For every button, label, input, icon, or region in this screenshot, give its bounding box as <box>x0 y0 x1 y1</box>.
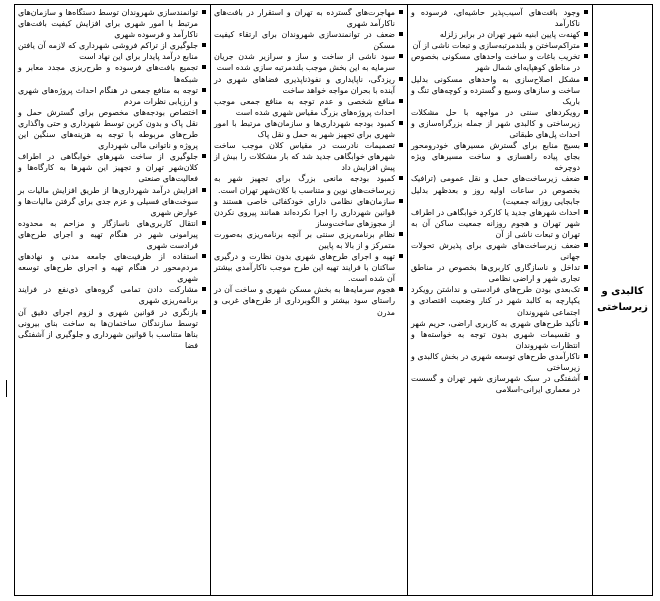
list-item: افزایش درآمد شهرداری‌ها از طریق افزایش مالیات بر سوخت‌های فسیلی و عزم جدی برای گرفتن مالیات‌ها و عوارض شهری <box>18 185 207 218</box>
list-item: مهاجرت‌های گسترده به تهران و استقرار در بافت‌های ناکارآمد شهری <box>214 7 404 29</box>
row-label: کالبدی و زیرساختی <box>597 286 648 313</box>
list-item: سود ناشی از ساخت و ساز و سرازیر شدن جریان سرمایه به این بخش موجب بلندمرتبه سازی شده است <box>214 51 404 73</box>
list-item: بازنگری در قوانین شهری و لزوم اجرای دقیق آن توسط سازندگان ساختمان‌ها به ساخت بنای بیرونی بناها متناسب با قوانین شهرداری و جلوگیری از آشفتگی فضا <box>18 307 207 351</box>
list-item: مشارکت دادن تمامی گروه‌های ذی‌نفع در فرایند برنامه‌ریزی شهری <box>18 284 207 306</box>
list-item: رویکردهای سنتی در مواجهه با حل مشکلات زیرساختی و کالبدی شهر از جمله بزرگراه‌سازی و احداث پل‌های طبقاتی <box>411 107 589 140</box>
list-item: سازمان‌های نظامی دارای خودکفائی خاصی هستند و قوانین شهرداری را اجرا نکرده‌اند همانند پیروی نکردن از مجوزهای ساخت‌وساز <box>214 196 404 229</box>
list-item: ناکارآمدی طرح‌های توسعه شهری در بخش کالبدی و زیرساختی <box>411 351 589 373</box>
list-item: نظام برنامه‌ریزی سنتی بر آنچه برنامه‌ریزی به‌صورت متمرکز و از بالا به پایین <box>214 229 404 251</box>
list-item: کهنه‌ت پایین ابنیه شهر تهران در برابر زلزله <box>411 29 589 40</box>
list-item: جلوگیری از ساخت شهرهای خوابگاهی در اطراف کلان‌شهر تهران و تجهیز این شهرها به کارگاه‌ها و فعالیت‌های صنعتی <box>18 151 207 184</box>
list-item: تک‌بعدی بودن طرح‌های فرادستی و نداشتن رویکرد یکپارچه به کالبد شهر در کنار وضعیت اقتصادی و اجتماعی شهروندان <box>411 284 589 317</box>
list-item: منافع شخصی و عدم توجه به منافع جمعی موجب احداث پروژه‌های بزرگ مقیاس شهری شده است <box>214 96 404 118</box>
analysis-table <box>14 4 653 596</box>
list-item: هجوم سرمایه‌ها به بخش مسکن شهری و ساخت آن در راستای سود بیشتر و الگوبرداری از طرح‌های غربی و مدرن <box>214 284 404 317</box>
list-item: تجمیع بافت‌های فرسوده و طرح‌ریزی مجدد معابر و شبکه‌ها <box>18 62 207 84</box>
list-item: تهیه و اجرای طرح‌های شهری بدون نظارت و درگیری ساکنان با فرایند تهیه این طرح موجب ناکارآمدی بیشتر آن شده است. <box>214 251 404 284</box>
list-item: احداث شهرهای جدید یا کارکرد خوابگاهی در اطراف شهر تهران و هجوم روزانه جمعیت ساکن آن به تهران و تبعات ناشی از آن <box>411 207 589 240</box>
list-item: آشفتگی در سبک شهرسازی شهر تهران و گسست در معماری ایرانی-اسلامی <box>411 373 589 395</box>
bullet-list <box>408 5 592 395</box>
list-item: کمبود بودجه مانعی بزرگ برای تجهیز شهر به زیرساخت‌های نوین و متناسب با کلان‌شهر تهران است. <box>214 173 404 195</box>
column-cell-2 <box>211 5 408 596</box>
list-item: متراکم‌ساختن و بلندمرتبه‌سازی و تبعات ناشی از آن <box>411 40 589 51</box>
list-item: ضعف زیرساخت‌های حمل و نقل عمومی (ترافیک بخصوص در ساعات اولیه روز و بعدظهر بدلیل جابجایی روزانه جمعیت) <box>411 173 589 206</box>
list-item: وجود بافت‌های آسیب‌پذیر حاشیه‌ای، فرسوده و ناکارآمد <box>411 7 589 29</box>
list-item: کمبود بودجه شهرداری‌ها و سازمان‌های مرتبط با امور شهری برای تجهیز شهر به حمل و نقل پاک <box>214 118 404 140</box>
list-item: جلوگیری از تراکم فروشی شهرداری که لازمه آن یافتن منابع درآمد پایدار برای این نهاد است <box>18 40 207 62</box>
bullet-list <box>15 5 210 351</box>
list-item: تداخل و ناسازگاری کاربری‌ها بخصوص در مناطق تجاری شهر و اراضی نظامی <box>411 262 589 284</box>
list-item: استفاده از ظرفیت‌های جامعه مدنی و نهادهای مردم‌محور در هنگام تهیه و اجرای طرح‌های توسعه شهری <box>18 251 207 284</box>
list-item: اختصاص بودجه‌های مخصوص برای گسترش حمل و نقل پاک و بدون کربن توسط شهرداری و حتی واگذاری طرح‌های مربوطه با توجه به هزینه‌های سنگین این پروژه و ناتوانی مالی شهرداری <box>18 107 207 151</box>
list-item: ریزدگی، ناپایداری و نفوذناپذیری فضاهای شهری در آینده با بحران مواجه خواهد ساخت <box>214 74 404 96</box>
list-item: ضعف در توانمندسازی شهروندان برای ارتقاء کیفیت مسکن <box>214 29 404 51</box>
list-item: تأکید طرح‌های شهری به کاربری اراضی، حریم شهر و تقسیمات شهری بدون توجه به خواسته‌ها و انتظارات شهروندان <box>411 318 589 351</box>
list-item: بسیج منابع برای گسترش مسیرهای خودرومحور بجای پیاده راهسازی و ساخت مسیرهای ویژه دوچرخه <box>411 140 589 173</box>
table-row <box>15 5 653 596</box>
list-item: توانمندسازی شهروندان توسط دستگاه‌ها و سازمان‌های مرتبط با امور شهری برای افزایش کیفیت بافت‌های ناکارآمد و فرسوده شهری <box>18 7 207 40</box>
list-item: انتقال کاربری‌های ناسازگار و مزاحم به محدوده پیرامونی شهر در هنگام تهیه و اجرای طرح‌های فرادست شهری <box>18 218 207 251</box>
list-item: مشکل اصلاح‌سازی به واحدهای مسکونی بدلیل ساخت و سازهای وسیع و گسترده و کوچه‌های تنگ و باریک <box>411 74 589 107</box>
margin-mark <box>6 380 7 397</box>
column-cell-3 <box>15 5 211 596</box>
column-cell-1 <box>408 5 593 596</box>
list-item: توجه به منافع جمعی در هنگام احداث پروژه‌های شهری و ارزیابی نظرات مردم <box>18 85 207 107</box>
list-item: تخریب باغات و ساخت واحدهای مسکونی بخصوص در مناطق کوهپایه‌ای شمال شهر <box>411 51 589 73</box>
list-item: تصمیمات نادرست در مقیاس کلان موجب ساخت شهرهای خوابگاهی جدید شد که بار مشکلات را بیش از پیش افزایش داد <box>214 140 404 173</box>
list-item: ضعف زیرساخت‌های شهری برای پذیرش تحولات جهانی <box>411 240 589 262</box>
bullet-list <box>211 5 407 318</box>
row-label-cell <box>593 5 653 596</box>
